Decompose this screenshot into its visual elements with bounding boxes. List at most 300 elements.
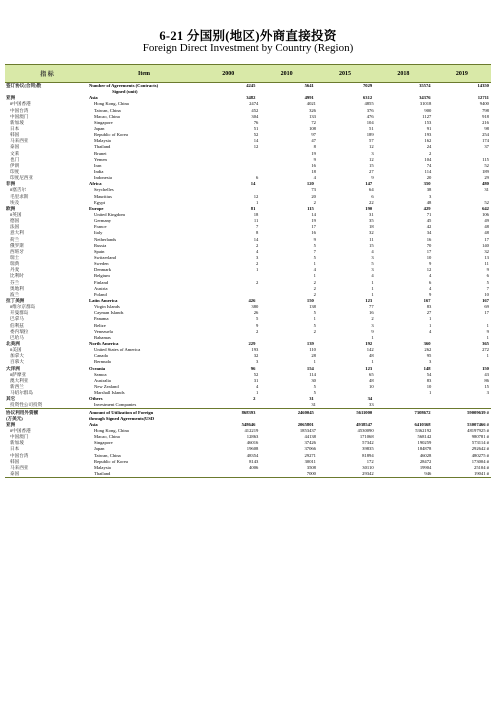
row-value: 48197925 # xyxy=(467,427,489,433)
row-value: 2 xyxy=(255,328,259,334)
header-item: Item xyxy=(138,70,150,77)
row-label-en: New Zealand xyxy=(94,383,119,389)
row-label-cn: 埃及 xyxy=(10,199,20,205)
row-value: 2 xyxy=(313,285,316,291)
row-value: 452 xyxy=(251,107,259,113)
row-value: 573114 # xyxy=(471,440,489,446)
row-value: 12 xyxy=(253,193,259,199)
row-label-en: Africa xyxy=(89,181,102,187)
row-value: 167 xyxy=(423,297,431,303)
row-value: 5 xyxy=(313,322,316,328)
row-value: 108 xyxy=(309,126,316,132)
row-label-en: Japan xyxy=(94,126,105,132)
row-value: 53007466 # xyxy=(467,421,489,427)
row-value: 5 xyxy=(371,261,374,267)
row-value: 8 xyxy=(255,230,259,236)
row-label-cn: 其它 xyxy=(6,396,16,402)
row-value: 142 xyxy=(366,347,374,353)
row-value: 11 xyxy=(369,236,374,242)
row-label-en: Poland xyxy=(94,291,107,297)
row-value: 47 xyxy=(311,138,316,144)
row-value: 20 xyxy=(311,193,316,199)
row-value: 172 xyxy=(366,458,374,464)
row-value: 123 xyxy=(365,365,373,371)
row-value: 4 xyxy=(255,248,259,254)
row-value: 7000 xyxy=(306,470,316,476)
row-value: 4 xyxy=(371,248,374,254)
row-value: 120 xyxy=(306,181,314,187)
row-value: 189 xyxy=(366,132,374,138)
row-value: 946 xyxy=(424,470,432,476)
row-value: 376 xyxy=(366,107,374,113)
row-value: 12 xyxy=(426,267,432,273)
row-label-cn: #萨摩亚 xyxy=(10,371,27,377)
row-value: 19904 xyxy=(419,464,432,470)
row-value: 69 xyxy=(484,304,489,310)
row-value: 29342 xyxy=(362,470,374,476)
header-year: 2015 xyxy=(339,70,352,77)
row-value: 57342 xyxy=(362,440,374,446)
row-value: 57 xyxy=(369,138,374,144)
row-label-cn: 德国 xyxy=(10,218,20,224)
row-value: 9 xyxy=(313,236,316,242)
row-value: 3 xyxy=(429,193,432,199)
row-value: 14350 xyxy=(477,83,489,89)
row-value: 115 xyxy=(307,205,314,211)
row-value: 86 xyxy=(484,377,489,383)
row-value: 272 xyxy=(482,347,489,353)
row-label-cn: 西班牙 xyxy=(10,248,24,254)
row-value: 32 xyxy=(369,230,374,236)
row-value: 14 xyxy=(253,138,259,144)
row-value: 1 xyxy=(313,359,316,365)
row-value: 480 xyxy=(482,181,489,187)
row-value: 95 xyxy=(426,353,432,359)
row-value: 19 xyxy=(311,150,316,156)
row-value: 568142 xyxy=(417,434,432,440)
table-header xyxy=(5,64,491,83)
table-row xyxy=(5,402,491,408)
row-value: 83 xyxy=(426,304,432,310)
row-label-cn: 意大利 xyxy=(10,230,24,236)
row-label-cn: #塞舌尔 xyxy=(10,187,27,193)
row-value: 147 xyxy=(365,181,373,187)
row-label-en: through Signed Agreements(USD xyxy=(89,415,155,421)
row-label-en: Malaysia xyxy=(94,138,111,144)
row-value: 171068 xyxy=(359,434,374,440)
row-value: 39835 xyxy=(362,446,374,452)
row-value: 5 xyxy=(313,383,316,389)
row-value: 1 xyxy=(313,261,316,267)
row-value: 5611000 xyxy=(356,409,373,415)
row-value: 29271 xyxy=(304,452,316,458)
row-value: 133 xyxy=(309,113,316,119)
row-value: 980781 # xyxy=(471,434,489,440)
row-value: 19041 # xyxy=(474,470,489,476)
row-value: 17 xyxy=(426,248,432,254)
row-value: 9 xyxy=(486,328,489,334)
row-label-cn: #中国香港 xyxy=(10,101,31,107)
row-value: 29 xyxy=(484,175,489,181)
row-label-en: Switzerland xyxy=(94,255,116,260)
row-label-cn: 俄罗斯 xyxy=(10,242,24,248)
row-value: 22 xyxy=(369,199,374,205)
row-label-en: Singapore xyxy=(94,440,113,446)
row-label-en: Austria xyxy=(94,285,108,291)
row-value: 46028 xyxy=(419,452,432,458)
row-value: 216 xyxy=(482,119,489,125)
row-label-en: Belize xyxy=(94,322,106,328)
row-value: 254 xyxy=(482,132,489,138)
row-label-en: Marshall Islands xyxy=(94,390,125,396)
row-value: 81894 xyxy=(362,452,374,458)
row-value: 17 xyxy=(311,224,316,230)
row-value: 91 xyxy=(426,126,432,132)
row-value: 2 xyxy=(255,242,259,248)
row-label-en: Republic of Korea xyxy=(94,458,128,464)
row-label-en: Venezuela xyxy=(94,328,113,334)
row-value: 3 xyxy=(255,255,259,260)
row-value: 548646 xyxy=(241,421,256,427)
row-value: 12 xyxy=(369,144,374,150)
row-value: 9 xyxy=(371,328,374,334)
row-label-en: Italy xyxy=(94,230,103,236)
row-value: 138 xyxy=(309,304,316,310)
row-label-en: Investment Companies xyxy=(94,402,137,408)
row-value: 2 xyxy=(313,328,316,334)
row-label-cn: 澳大利亚 xyxy=(10,377,29,383)
row-value: 5 xyxy=(313,242,316,248)
row-value: 412219 xyxy=(244,427,259,433)
row-value: 4 xyxy=(429,285,432,291)
row-value: 3482 xyxy=(246,95,256,101)
row-label-en: Iran xyxy=(94,162,102,168)
row-value: 9 xyxy=(255,322,259,328)
row-value: 480275 # xyxy=(471,452,489,458)
row-value: 16 xyxy=(426,236,432,242)
row-value: 9 xyxy=(429,261,432,267)
row-label-cn: 北美洲 xyxy=(6,340,20,346)
page-title: 6-21 分国别(地区)外商直接投资 xyxy=(159,29,337,43)
row-label-cn: 中国台湾 xyxy=(10,107,29,113)
row-label-cn: 中国澳门 xyxy=(10,434,29,440)
row-label-en: Thailand xyxy=(94,470,111,476)
row-value: 380 xyxy=(251,304,259,310)
row-value: 360 xyxy=(423,340,431,346)
row-label-cn: #中国香港 xyxy=(10,427,31,433)
row-value: 190259 xyxy=(417,440,432,446)
row-value: 350 xyxy=(423,181,431,187)
row-value: 30110 xyxy=(362,464,374,470)
row-label-en: Bermuda xyxy=(94,359,111,365)
row-value: 15 xyxy=(369,242,374,248)
row-value: 229 xyxy=(248,340,256,346)
row-label-cn: 新加坡 xyxy=(10,440,24,446)
row-value: 28 xyxy=(311,353,316,359)
row-value: 4530090 xyxy=(357,427,374,433)
row-label-en: Australia xyxy=(94,377,111,383)
row-value: 42 xyxy=(426,224,432,230)
row-value: 18 xyxy=(369,224,374,230)
row-label-cn: (万美元) xyxy=(6,415,23,421)
row-value: 51 xyxy=(253,126,259,132)
row-label-cn: 也门 xyxy=(10,156,20,162)
row-label-cn: 韩国 xyxy=(10,458,20,464)
row-label-en: Latin America xyxy=(89,297,118,303)
row-value: 4 xyxy=(429,273,432,279)
row-label-cn: 泰国 xyxy=(10,470,20,476)
row-value: 167 xyxy=(482,297,489,303)
row-value: 4245 xyxy=(246,83,256,89)
table-section xyxy=(5,409,491,478)
row-label-en: Macao, China xyxy=(94,434,120,440)
row-label-en: Brunei xyxy=(94,150,107,156)
row-value: 192 xyxy=(365,340,373,346)
row-value: 48 xyxy=(484,230,489,236)
row-value: 9 xyxy=(371,175,374,181)
row-label-en: United Kingdom xyxy=(94,212,126,218)
row-label-cn: 投资性公司投资 xyxy=(10,402,43,408)
row-label-en: Indonesia xyxy=(94,175,112,181)
row-label-en: Japan xyxy=(94,446,105,452)
row-value: 6 xyxy=(255,175,259,181)
row-label-cn: 亚洲 xyxy=(6,95,16,101)
row-label-cn: 非洲 xyxy=(6,181,16,187)
row-value: 16 xyxy=(369,310,374,316)
row-label-en: Russia xyxy=(94,242,107,248)
row-value: 2 xyxy=(313,279,316,285)
row-value: 30 xyxy=(311,377,316,383)
row-value: 326 xyxy=(309,107,316,113)
row-label-en: Seychelles xyxy=(94,187,114,193)
row-label-en: Egypt xyxy=(94,199,105,205)
row-value: 153 xyxy=(424,119,432,125)
row-label-cn: 签订协议(合同)数 xyxy=(6,83,42,89)
row-value: 10 xyxy=(369,383,374,389)
row-value: 106 xyxy=(482,212,489,218)
row-label-cn: 日本 xyxy=(10,126,20,132)
row-value: 10 xyxy=(484,291,489,297)
page-subtitle: Foreign Direct Investment by Country (Region) xyxy=(142,42,354,54)
row-value: 900 xyxy=(424,107,432,113)
row-value: 2460045 xyxy=(297,409,314,415)
row-value: 33 xyxy=(369,402,374,408)
row-value: 8143 xyxy=(249,458,259,464)
row-label-cn: 巴哈马 xyxy=(10,334,24,340)
row-value: 429 xyxy=(423,205,431,211)
row-value: 4855 xyxy=(364,101,374,107)
row-value: 43 xyxy=(484,371,489,377)
row-value: 4 xyxy=(371,273,374,279)
row-label-en: Germany xyxy=(94,218,112,224)
row-label-en: Number of Agreements (Contracts) xyxy=(89,83,159,89)
row-value: 2 xyxy=(313,199,316,205)
row-value: 3 xyxy=(371,267,374,273)
row-value: 16 xyxy=(311,162,316,168)
row-value: 27 xyxy=(426,310,432,316)
row-value: 97 xyxy=(311,132,316,138)
row-value: 7 xyxy=(255,224,259,230)
row-value: 34 xyxy=(367,396,373,402)
row-label-cn: 韩国 xyxy=(10,132,20,138)
row-value: 6 xyxy=(371,193,374,199)
row-value: 162 xyxy=(424,138,432,144)
row-value: 7308672 xyxy=(414,409,431,415)
row-value: 3 xyxy=(255,359,259,365)
row-value: 1 xyxy=(486,322,489,328)
row-value: 174 xyxy=(482,138,489,144)
row-value: 4938547 xyxy=(356,421,373,427)
row-value: 1 xyxy=(429,390,432,396)
header-year: 2000 xyxy=(222,70,235,77)
row-label-cn: 瑞士 xyxy=(10,255,20,260)
row-value: 10 xyxy=(426,255,432,260)
row-label-cn: #英国 xyxy=(10,212,22,218)
row-value: 10 xyxy=(426,383,432,389)
row-value: 70 xyxy=(426,242,432,248)
table-section xyxy=(5,83,491,409)
row-value: 9 xyxy=(429,291,432,297)
row-value: 59009639 # xyxy=(467,409,489,415)
header-indicator: 指 标 xyxy=(40,72,54,78)
row-label-cn: 巴拿马 xyxy=(10,316,24,322)
row-value: 365 xyxy=(482,340,489,346)
row-label-cn: 印度 xyxy=(10,169,20,175)
row-label-cn: 丹麦 xyxy=(10,267,20,273)
row-value: 1 xyxy=(486,334,489,340)
row-value: 1 xyxy=(371,291,374,297)
row-label-cn: 中国台湾 xyxy=(10,452,29,458)
row-label-cn: 荷兰 xyxy=(10,236,20,242)
row-value: 7 xyxy=(486,285,489,291)
row-value: 5 xyxy=(255,316,259,322)
row-value: 30011 xyxy=(304,458,316,464)
row-value: 5 xyxy=(486,279,489,285)
row-value: 2 xyxy=(255,279,259,285)
row-value: 31 xyxy=(309,396,314,402)
row-value: 150 xyxy=(306,297,314,303)
row-label-cn: 欧洲 xyxy=(6,205,16,211)
row-value: 46016 xyxy=(246,440,259,446)
row-value: 24 xyxy=(426,144,432,150)
row-value: 4991 xyxy=(304,95,314,101)
row-label-cn: 波兰 xyxy=(10,291,20,297)
row-value: 37 xyxy=(484,144,489,150)
row-value: 1 xyxy=(371,359,374,365)
row-value: 54 xyxy=(426,371,432,377)
row-label-cn: 芬兰 xyxy=(10,279,20,285)
row-value: 2 xyxy=(429,150,432,156)
row-value: 31018 xyxy=(419,101,432,107)
row-value: 12 xyxy=(253,144,259,150)
row-value: 104 xyxy=(366,119,374,125)
row-value: 304 xyxy=(251,113,259,119)
row-value: 19608 xyxy=(246,446,259,452)
row-value: 868393 xyxy=(241,409,256,415)
row-value: 13 xyxy=(484,255,489,260)
row-label-cn: 日本 xyxy=(10,446,20,452)
row-value: 1 xyxy=(429,322,432,328)
row-value: 189 xyxy=(482,169,489,175)
row-label-en: United States of America xyxy=(94,347,141,353)
row-value: 1 xyxy=(255,199,259,205)
row-label-en: Taiwan, China xyxy=(94,452,121,458)
row-label-en: Signed (unit) xyxy=(112,89,138,95)
row-value: 45 xyxy=(426,218,432,224)
row-label-cn: #美国 xyxy=(10,347,22,353)
row-value: 15 xyxy=(369,162,374,168)
row-value: 3 xyxy=(486,390,489,396)
row-value: 2 xyxy=(255,261,259,267)
row-label-cn: 新加坡 xyxy=(10,119,24,125)
header-year: 2010 xyxy=(280,70,293,77)
row-label-en: Hong Kong, China xyxy=(94,101,129,107)
row-value: 476 xyxy=(366,113,374,119)
row-value: 48354 xyxy=(246,452,259,458)
row-value: 31 xyxy=(311,402,316,408)
row-value: 2 xyxy=(371,316,374,322)
row-value: 262 xyxy=(424,347,432,353)
row-label-cn: 百慕大 xyxy=(10,359,24,365)
row-label-cn: 大洋洲 xyxy=(6,365,20,371)
row-label-en: Republic of Korea xyxy=(94,132,128,138)
row-value: 48 xyxy=(369,353,374,359)
row-label-cn: 瑞典 xyxy=(10,261,20,267)
row-value: 3 xyxy=(371,322,374,328)
row-value: 76 xyxy=(253,119,259,125)
row-label-en: North America xyxy=(89,340,119,346)
row-value: 5362192 xyxy=(415,427,432,433)
row-value: 110 xyxy=(309,347,316,353)
row-value: 3 xyxy=(429,359,432,365)
row-value: 64 xyxy=(369,187,374,193)
row-value: 6 xyxy=(486,273,489,279)
row-label-cn: 毛里求斯 xyxy=(10,193,29,199)
row-value: 4 xyxy=(255,383,259,389)
row-value: 26 xyxy=(253,310,259,316)
row-label-en: Sweden xyxy=(94,261,109,267)
row-value: 11 xyxy=(484,261,489,267)
row-label-cn: #维尔京群岛 xyxy=(10,304,36,310)
row-label-en: Canada xyxy=(94,353,108,359)
row-value: 73 xyxy=(311,187,316,193)
row-value: 31 xyxy=(253,377,259,383)
row-value: 2065801 xyxy=(297,421,314,427)
row-value: 35 xyxy=(369,218,374,224)
row-value: 44138 xyxy=(304,434,316,440)
table-body xyxy=(5,83,491,478)
row-value: 1 xyxy=(255,390,259,396)
row-label-cn: 伊朗 xyxy=(10,162,20,168)
row-value: 14 xyxy=(250,181,256,187)
row-value: 7 xyxy=(313,248,316,254)
row-value: 114 xyxy=(309,371,316,377)
row-value: 1 xyxy=(371,285,374,291)
table-row xyxy=(5,83,491,89)
row-value: 2474 xyxy=(249,101,259,107)
row-label-en: Netherlands xyxy=(94,236,117,242)
row-value: 292642 # xyxy=(471,446,489,452)
header-years xyxy=(199,71,491,77)
row-value: 14 xyxy=(253,236,259,242)
row-label-en: Taiwan, China xyxy=(94,107,121,113)
row-value: 20 xyxy=(426,175,432,181)
row-value: 74 xyxy=(426,162,432,168)
row-value: 34376 xyxy=(419,95,431,101)
row-value: 15 xyxy=(484,383,489,389)
row-label-cn: 马绍尔群岛 xyxy=(10,390,33,396)
row-label-en: Samoa xyxy=(94,371,107,377)
